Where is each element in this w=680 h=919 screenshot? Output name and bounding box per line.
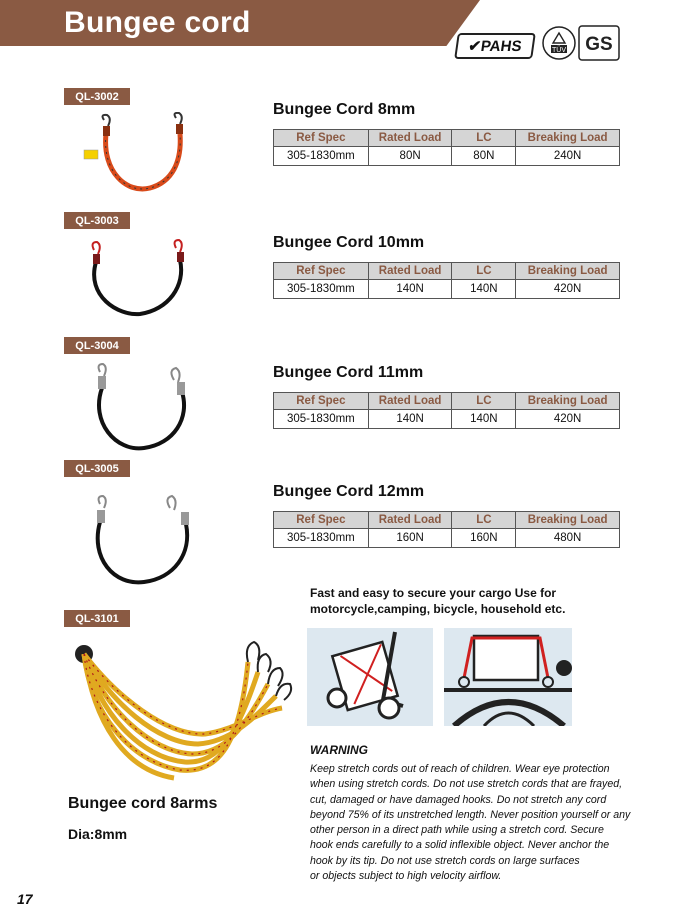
svg-text:GS: GS xyxy=(585,34,613,55)
cell-ref-spec: 305-1830mm xyxy=(274,147,369,166)
black-bungee-cord-image xyxy=(86,362,196,454)
warning-text xyxy=(310,762,635,884)
col-breaking-load: Breaking Load xyxy=(516,130,620,147)
table-row xyxy=(274,529,620,548)
cell-ref-spec: 305-1830mm xyxy=(274,410,369,429)
cell-rated-load: 80N xyxy=(368,147,452,166)
table-header-row xyxy=(274,263,620,280)
cell-lc: 80N xyxy=(452,147,516,166)
warning-line: Keep stretch cords out of reach of children. Wear eye protection xyxy=(310,763,610,775)
col-rated-load: Rated Load xyxy=(368,393,452,410)
col-rated-load: Rated Load xyxy=(368,130,452,147)
warning-line: other person in a direct path while using a stretch cord. Secure xyxy=(310,824,604,837)
spec-table xyxy=(273,392,620,429)
product-code-tag: QL-3002 xyxy=(64,88,130,105)
col-rated-load: Rated Load xyxy=(368,512,452,529)
product-title: Bungee Cord 8mm xyxy=(273,101,416,118)
col-rated-load: Rated Load xyxy=(368,263,452,280)
cell-rated-load: 140N xyxy=(368,280,452,299)
page-title: Bungee cord xyxy=(64,6,251,39)
spec-table xyxy=(273,511,620,548)
col-breaking-load: Breaking Load xyxy=(516,512,620,529)
table-row xyxy=(274,147,620,166)
warning-line: hook ends carefully to a solid inflexible object. Never anchor the xyxy=(310,839,610,852)
pahs-badge: ✔PAHS xyxy=(454,33,536,59)
usage-description: Fast and easy to secure your cargo Use for motorcycle,camping, bicycle, household etc. xyxy=(310,586,566,616)
table-header-row xyxy=(274,512,620,529)
orange-bungee-cord-image xyxy=(72,112,202,198)
product-title: Bungee Cord 12mm xyxy=(273,483,425,500)
cell-breaking-load: 240N xyxy=(516,147,620,166)
product-code-tag: QL-3004 xyxy=(64,337,130,354)
svg-text:TÜV: TÜV xyxy=(552,47,566,54)
cell-ref-spec: 305-1830mm xyxy=(274,529,369,548)
cell-lc: 140N xyxy=(452,280,516,299)
col-ref-spec: Ref Spec xyxy=(274,512,369,529)
product-code-tag: QL-3003 xyxy=(64,212,130,229)
eight-arms-diameter: Dia:8mm xyxy=(68,826,128,842)
col-ref-spec: Ref Spec xyxy=(274,263,369,280)
cell-breaking-load: 480N xyxy=(516,529,620,548)
hand-truck-usage-image xyxy=(307,628,433,726)
tuv-logo-icon xyxy=(542,25,576,61)
table-row xyxy=(274,280,620,299)
eight-arm-bungee-cord-image xyxy=(70,632,300,782)
col-breaking-load: Breaking Load xyxy=(516,393,620,410)
col-ref-spec: Ref Spec xyxy=(274,130,369,147)
warning-line: or objects subject to high velocity airflow. xyxy=(310,870,502,883)
warning-line: beyond 75% of its unstretched length. Never position yourself or any xyxy=(310,808,631,821)
col-lc: LC xyxy=(452,263,516,280)
black-bungee-cord-image xyxy=(88,494,198,586)
product-title: Bungee Cord 11mm xyxy=(273,364,424,381)
cell-rated-load: 140N xyxy=(368,410,452,429)
cell-rated-load: 160N xyxy=(368,529,452,548)
col-lc: LC xyxy=(452,130,516,147)
warning-title: WARNING xyxy=(310,743,368,757)
col-lc: LC xyxy=(452,512,516,529)
black-bungee-cord-image xyxy=(78,236,193,320)
eight-arms-title: Bungee cord 8arms xyxy=(68,795,218,812)
col-ref-spec: Ref Spec xyxy=(274,393,369,410)
product-title: Bungee Cord 10mm xyxy=(273,234,425,251)
cell-breaking-load: 420N xyxy=(516,410,620,429)
cell-breaking-load: 420N xyxy=(516,280,620,299)
warning-line: hook by its tip. Do not use stretch cords on large surfaces xyxy=(310,854,580,867)
product-code-tag: QL-3005 xyxy=(64,460,130,477)
product-code-tag: QL-3101 xyxy=(64,610,130,627)
bicycle-rack-usage-image xyxy=(444,628,572,726)
gs-logo-icon xyxy=(578,25,620,61)
cell-ref-spec: 305-1830mm xyxy=(274,280,369,299)
table-header-row xyxy=(274,393,620,410)
page-number: 17 xyxy=(17,891,33,907)
spec-table xyxy=(273,129,620,166)
col-breaking-load: Breaking Load xyxy=(516,263,620,280)
spec-table xyxy=(273,262,620,299)
warning-line: cut, damaged or have damaged hooks. Do not stretch any cord xyxy=(310,793,607,806)
table-row xyxy=(274,410,620,429)
cell-lc: 160N xyxy=(452,529,516,548)
cell-lc: 140N xyxy=(452,410,516,429)
table-header-row xyxy=(274,130,620,147)
col-lc: LC xyxy=(452,393,516,410)
warning-line: when using stretch cords. Do not use stretch cords that are frayed, xyxy=(310,778,623,791)
